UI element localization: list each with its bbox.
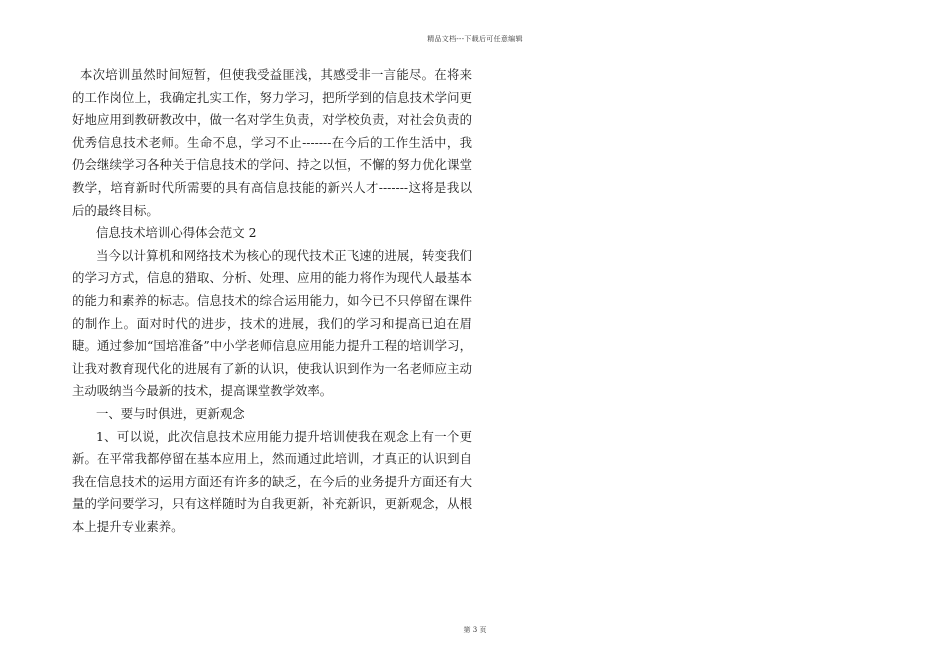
essay-title-2: 信息技术培训心得体会范文 2: [96, 225, 257, 241]
paragraph-intro: 当今以计算机和网络技术为核心的现代技术正飞速的进展，转变我们的学习方式，信息的猎取、分析、处理、应用的能力将作为现代人最基本的能力和素养的标志。信息技术的综合运用能力，如今已不只停留在课件的制作上。面对时代的进步，技术的进展，我们的学习和提高已迫在眉睫。通过参加“国培准备”中小学老师信息应用能力提升工程的培训学习，让我对教育现代化的进展有了新的认识，使我认识到作为一名老师应主动主动吸纳当今最新的技术，提高课堂教学效率。: [72, 247, 472, 399]
page-header: 精品文档---下载后可任意编辑: [427, 35, 523, 43]
paragraph-point-1: 1、可以说，此次信息技术应用能力提升培训使我在观念上有一个更新。在平常我都停留在基本应用上，然而通过此培训，才真正的认识到自我在信息技术的运用方面还有许多的缺乏，在今后的业务提升方面还有大量的学问要学习，只有这样随时为自我更新，补充新识，更新观念，从根本上提升专业素养。: [72, 428, 472, 534]
section-heading-1: 一、要与时俱进，更新观念: [96, 405, 245, 421]
document-body: [72, 64, 472, 538]
page-number: 第 3 页: [463, 626, 487, 634]
paragraph-conclusion: 本次培训虽然时间短暂，但使我受益匪浅，其感受非一言能尽。在将来的工作岗位上，我确定扎实工作，努力学习，把所学到的信息技术学问更好地应用到教研教改中，做一名对学生负责，对学校负责，对社会负责的优秀信息技术老师。生命不息，学习不止-------在今后的工作生活中，我仍会继续学习各种关于信息技术的学问、持之以恒，不懈的努力优化课堂教学，培育新时代所需要的具有高信息技能的新兴人才-------这将是我以后的最终目标。: [72, 67, 472, 218]
